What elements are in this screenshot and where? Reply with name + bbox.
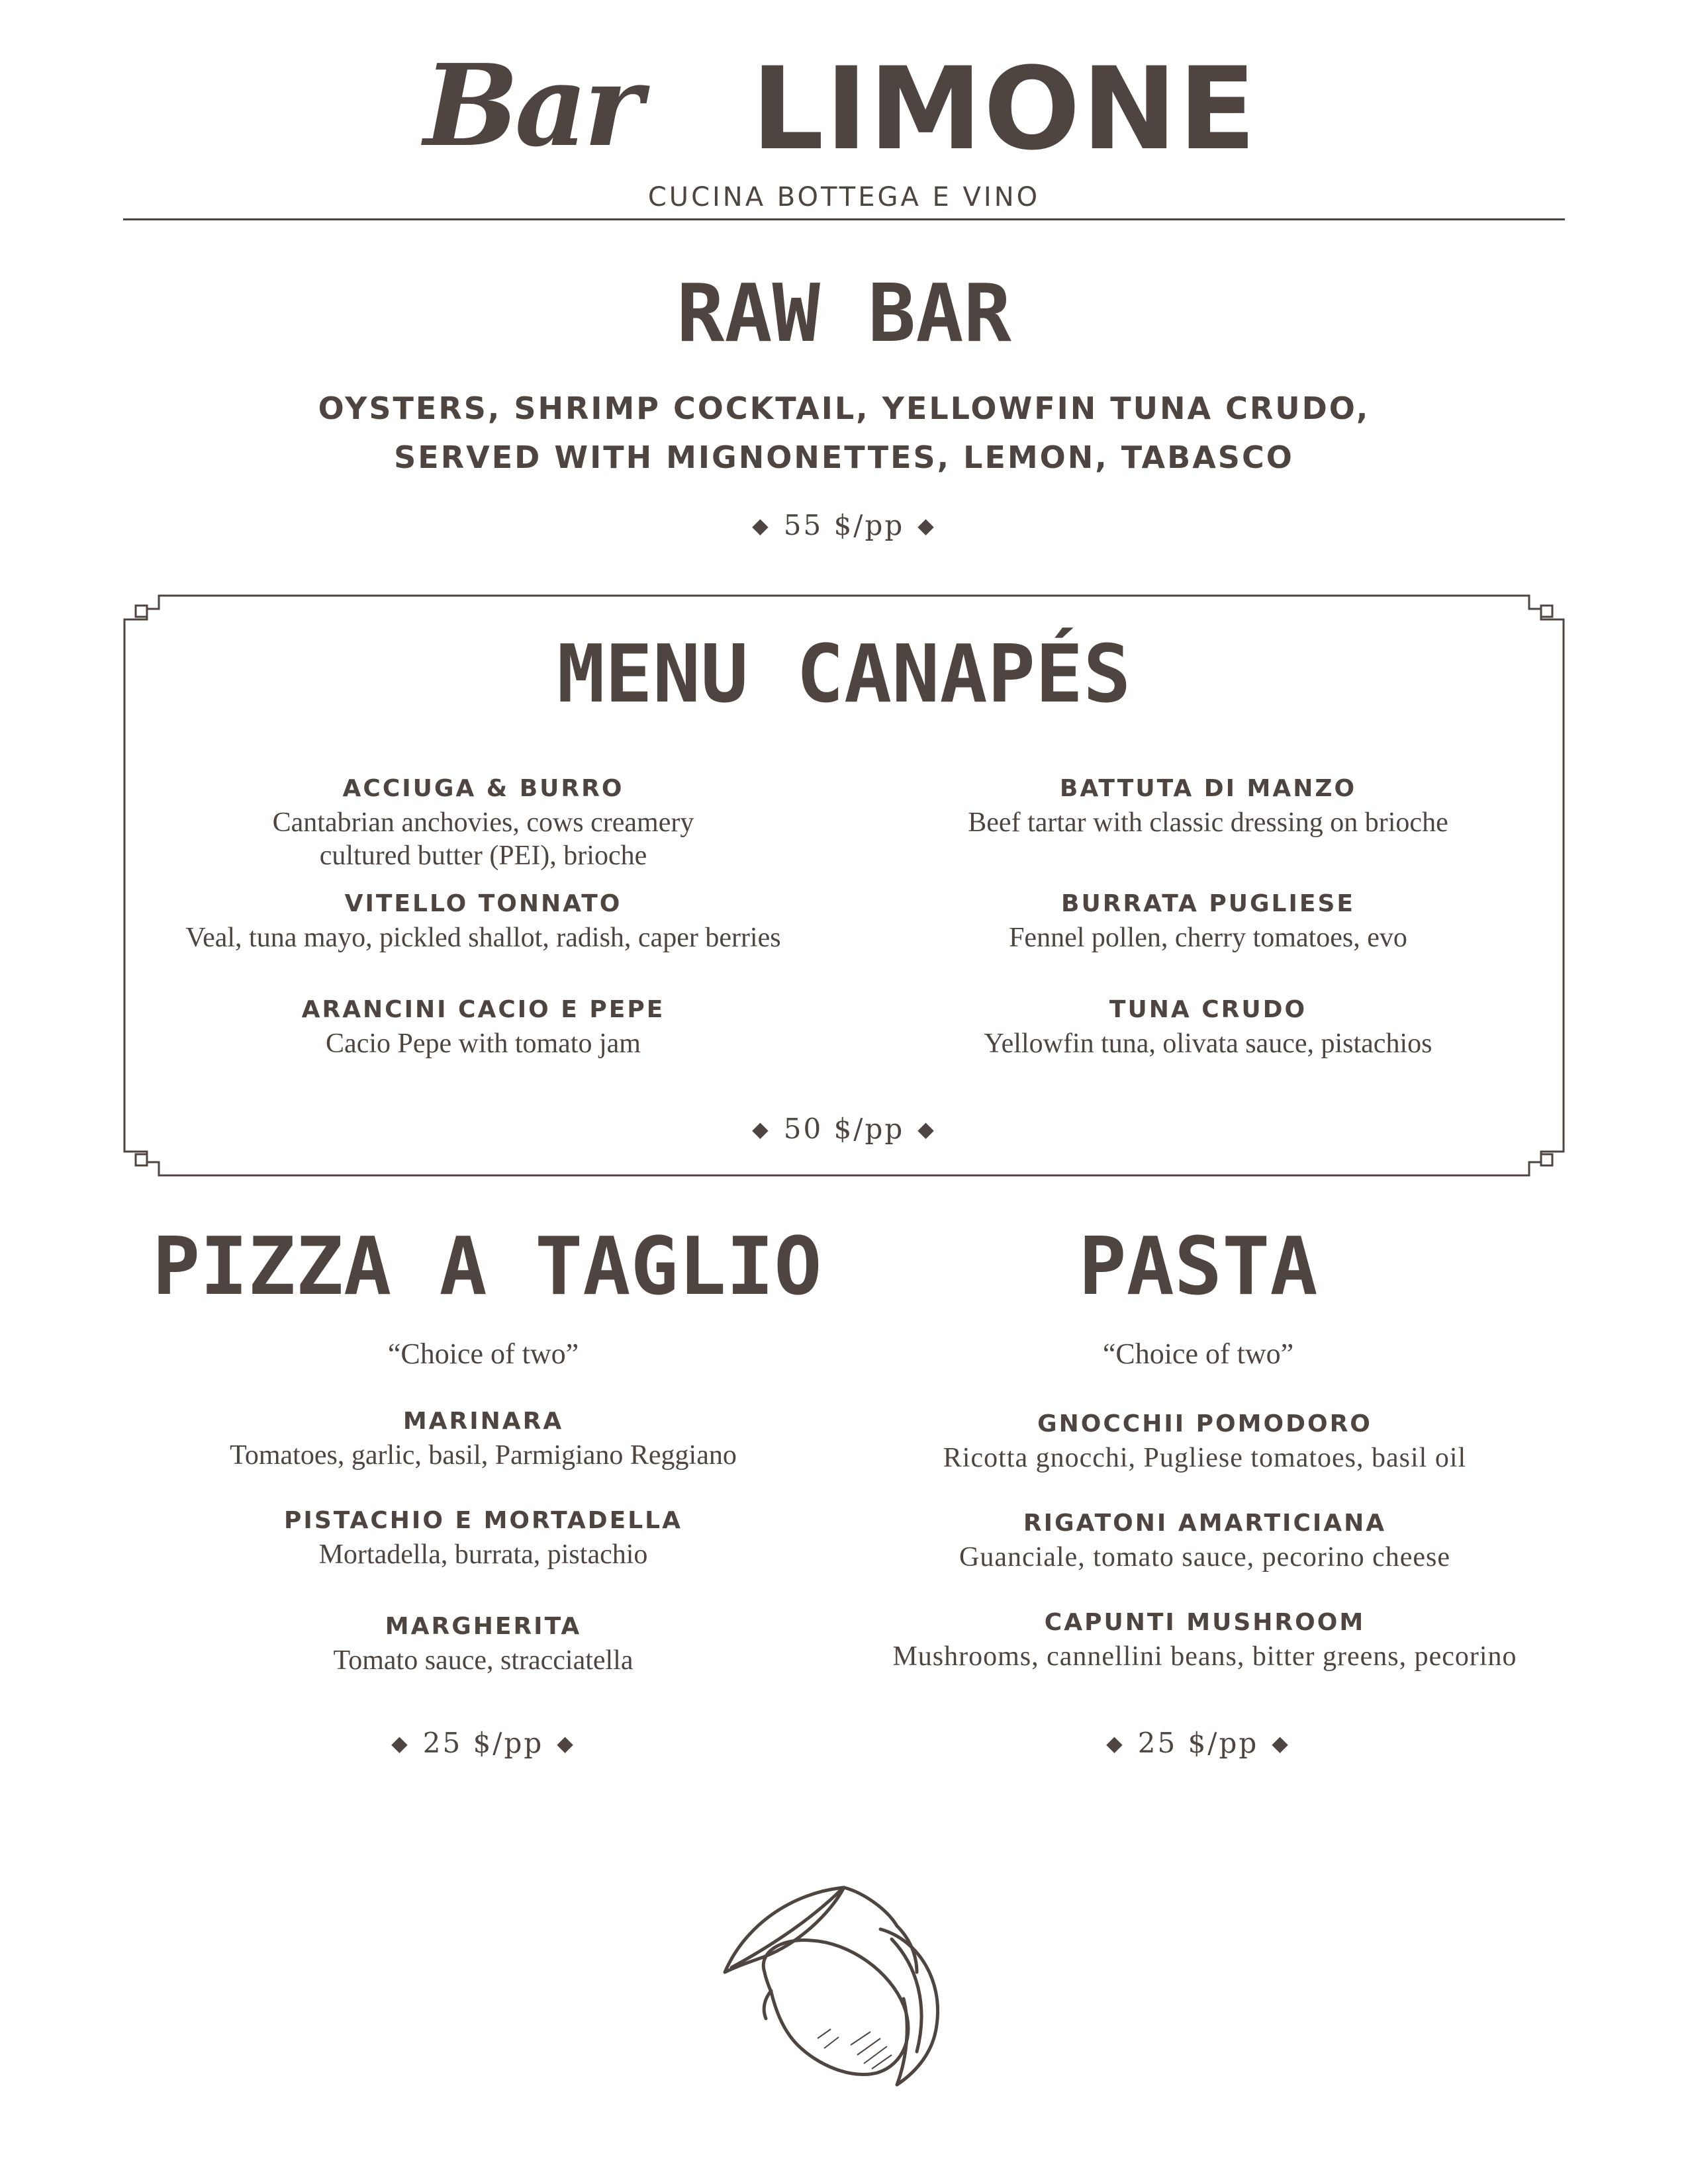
canape-item: [927, 772, 1489, 839]
pasta-item: [841, 1606, 1569, 1673]
canape-item: [218, 772, 748, 872]
item-description: Yellowfin tuna, olivata sauce, pistachios: [984, 1028, 1432, 1059]
diamond-bullet-icon: ◆: [917, 513, 936, 538]
item-description: Cacio Pepe with tomato jam: [326, 1028, 641, 1059]
canapes-title: MENU CANAPÉS: [557, 629, 1131, 721]
item-name: BURRATA PUGLIESE: [1061, 890, 1355, 917]
canape-item: [218, 993, 748, 1060]
diamond-bullet-icon: ◆: [917, 1116, 936, 1142]
logo-wordmark: LIMONE: [751, 42, 1258, 175]
diamond-bullet-icon: ◆: [752, 1116, 771, 1142]
raw-bar-description-line2: SERVED WITH MIGNONETTES, LEMON, TABASCO: [394, 439, 1294, 475]
item-name: GNOCCHII POMODORO: [1037, 1410, 1372, 1437]
item-description: Fennel pollen, cherry tomatoes, evo: [1009, 923, 1407, 953]
pasta-item: [841, 1407, 1569, 1475]
pizza-choice-note: “Choice of two”: [387, 1338, 579, 1370]
item-name: RIGATONI AMARTICIANA: [1023, 1510, 1387, 1537]
pizza-item: [185, 1610, 781, 1677]
item-name: MARINARA: [402, 1408, 564, 1435]
raw-bar-title: RAW BAR: [677, 268, 1011, 360]
diamond-bullet-icon: ◆: [1272, 1731, 1290, 1756]
item-name: ACCIUGA & BURRO: [342, 775, 624, 802]
diamond-bullet-icon: ◆: [752, 513, 771, 538]
item-name: BATTUTA DI MANZO: [1059, 775, 1357, 802]
item-name: TUNA CRUDO: [1109, 996, 1307, 1023]
item-description: Cantabrian anchovies, cows creamery: [272, 807, 694, 838]
item-description: cultured butter (PEI), brioche: [319, 841, 647, 871]
item-description: Beef tartar with classic dressing on brioche: [968, 807, 1448, 838]
pasta-title: PASTA: [1078, 1221, 1318, 1313]
item-name: VITELLO TONNATO: [344, 890, 622, 917]
canape-item: [152, 887, 814, 954]
diamond-bullet-icon: ◆: [391, 1731, 410, 1756]
item-description: Mortadella, burrata, pistachio: [318, 1539, 648, 1570]
item-description: Ricotta gnocchi, Pugliese tomatoes, basil oil: [943, 1443, 1467, 1473]
canapes-price: [645, 1109, 1043, 1149]
logo-script: Bar: [424, 40, 639, 172]
pizza-item: [185, 1504, 781, 1571]
pasta-price-value: 25 $/pp: [1137, 1727, 1259, 1759]
pizza-price: [285, 1723, 682, 1763]
raw-bar-price-value: 55 $/pp: [783, 509, 905, 541]
tagline: CUCINA BOTTEGA E VINO: [647, 182, 1041, 212]
canape-item: [927, 887, 1489, 954]
item-description: Tomatoes, garlic, basil, Parmigiano Reggiano: [230, 1440, 737, 1471]
pasta-price: [1000, 1723, 1397, 1763]
header-divider: [123, 218, 1565, 220]
item-description: Guanciale, tomato sauce, pecorino cheese: [959, 1542, 1450, 1572]
diamond-bullet-icon: ◆: [557, 1731, 575, 1756]
pizza-item: [185, 1404, 781, 1472]
canape-item: [927, 993, 1489, 1060]
canapes-price-value: 50 $/pp: [783, 1113, 905, 1145]
diamond-bullet-icon: ◆: [1106, 1731, 1125, 1756]
pizza-title: PIZZA A TAGLIO: [152, 1221, 822, 1313]
item-name: PISTACHIO E MORTADELLA: [284, 1507, 682, 1534]
lemon-illustration-icon: [718, 1873, 957, 2091]
item-description: Mushrooms, cannellini beans, bitter greens, pecorino: [892, 1641, 1517, 1672]
raw-bar-description-line1: OYSTERS, SHRIMP COCKTAIL, YELLOWFIN TUNA CRUDO,: [318, 390, 1370, 426]
item-name: MARGHERITA: [385, 1613, 582, 1640]
item-name: CAPUNTI MUSHROOM: [1044, 1609, 1366, 1636]
pasta-item: [841, 1506, 1569, 1574]
pasta-choice-note: “Choice of two”: [1102, 1338, 1294, 1370]
item-description: Veal, tuna mayo, pickled shallot, radish, caper berries: [185, 923, 781, 953]
pizza-price-value: 25 $/pp: [422, 1727, 544, 1759]
item-description: Tomato sauce, stracciatella: [333, 1645, 633, 1676]
item-name: ARANCINI CACIO E PEPE: [301, 996, 665, 1023]
raw-bar-price: [645, 506, 1043, 545]
